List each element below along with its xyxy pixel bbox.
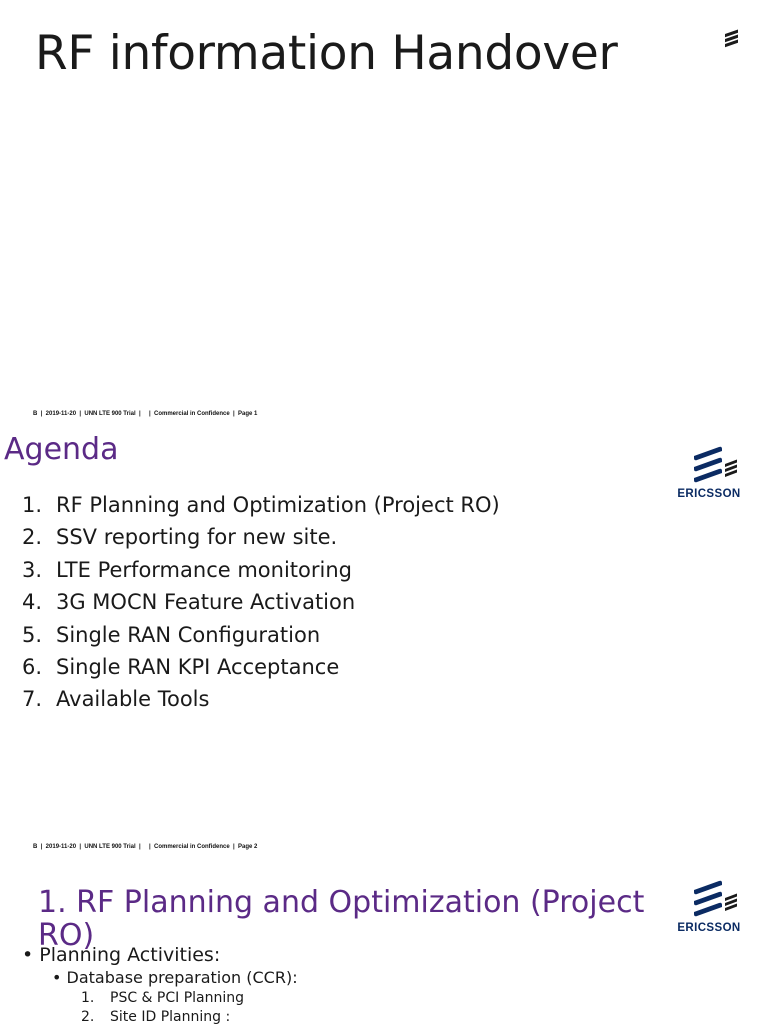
- agenda-list: [22, 489, 500, 716]
- list-item: [22, 489, 500, 521]
- ericsson-logo-icon: [724, 28, 740, 48]
- sub-bullet-item: • Database preparation (CCR):: [52, 968, 298, 987]
- item-text: RF Planning and Optimization (Project RO): [56, 493, 500, 517]
- item-text: Single RAN Configuration: [56, 622, 321, 647]
- agenda-title: Agenda: [4, 432, 119, 467]
- item-text: Available Tools: [56, 687, 210, 712]
- item-number: 1.: [81, 990, 95, 1006]
- slide-title: [0, 0, 768, 432]
- list-item: [22, 554, 500, 586]
- item-text: SSV reporting for new site.: [56, 525, 338, 550]
- logo-wordmark: ERICSSON: [677, 922, 741, 934]
- item-text: Site ID Planning :: [110, 1009, 231, 1024]
- item-number: 3.: [22, 557, 43, 582]
- slide-footer: B | 2019-11-20 | UNN LTE 900 Trial | | Commercial in Confidence | Page 2: [33, 844, 258, 850]
- bullet-text: Planning Activities:: [39, 944, 221, 966]
- item-number: 4.: [22, 590, 43, 615]
- item-number: 2.: [22, 525, 43, 550]
- item-text: Single RAN KPI Acceptance: [56, 655, 340, 680]
- item-text: LTE Performance monitoring: [56, 557, 352, 582]
- sub-bullet-text: Database preparation (CCR):: [66, 968, 298, 987]
- item-number: 5.: [22, 622, 43, 647]
- list-item: [81, 990, 244, 1006]
- item-number: 2.: [81, 1009, 95, 1024]
- item-text: 3G MOCN Feature Activation: [56, 590, 356, 615]
- slide-agenda: [0, 432, 768, 864]
- ericsson-logo: [674, 446, 744, 500]
- page-title: RF information Handover: [35, 26, 618, 81]
- slide-footer: B | 2019-11-20 | UNN LTE 900 Trial | | Commercial in Confidence | Page 1: [33, 411, 258, 417]
- section-title: 1. RF Planning and Optimization (Project RO): [38, 885, 645, 953]
- list-item: [22, 619, 500, 651]
- item-number: 6.: [22, 655, 43, 680]
- list-item: [81, 1009, 230, 1024]
- list-item: [22, 586, 500, 618]
- bullet-item: • Planning Activities:: [22, 944, 221, 966]
- logo-wordmark: ERICSSON: [677, 488, 741, 500]
- item-text: PSC & PCI Planning: [110, 990, 245, 1006]
- ericsson-logo: [674, 880, 744, 934]
- list-item: [22, 651, 500, 683]
- ericsson-logo-icon: [691, 446, 741, 484]
- list-item: [22, 521, 500, 553]
- item-number: 7.: [22, 687, 43, 712]
- list-item: [22, 683, 500, 715]
- slide-rf-planning: [0, 864, 768, 1024]
- item-number: 1.: [22, 493, 43, 517]
- ericsson-logo-icon: [691, 880, 741, 918]
